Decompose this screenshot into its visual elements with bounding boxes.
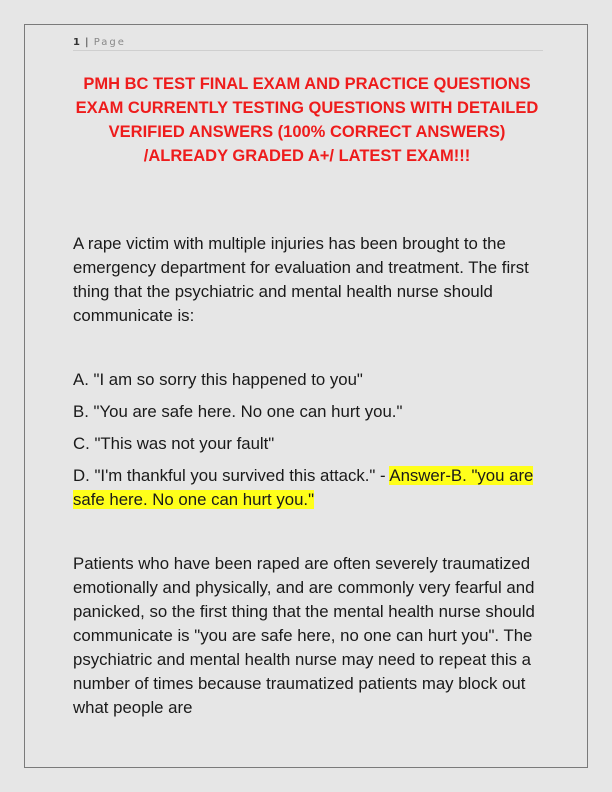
correct-answer-highlight: Answer-B. "you are safe here. No one can hurt you." bbox=[73, 466, 534, 509]
option-c: C. "This was not your fault" bbox=[73, 434, 275, 453]
header-separator: | bbox=[85, 37, 89, 48]
answer-options bbox=[73, 368, 545, 520]
option-a: A. "I am so sorry this happened to you" bbox=[73, 370, 363, 389]
page-number: 1 bbox=[73, 37, 80, 48]
question-text: A rape victim with multiple injuries has been brought to the emergency department for evaluation and treatment. The first thing that the psychiatric and mental health nurse should communicate is: bbox=[73, 234, 529, 325]
page-header bbox=[73, 37, 543, 51]
explanation-text: Patients who have been raped are often severely traumatized emotionally and physically, and are commonly very fearful and panicked, so the first thing that the mental health nurse should communicate is "you are safe here, no one can hurt you". The psychiatric and mental health nurse may need to repeat this a number of times because traumatized patients may block out what people are bbox=[73, 554, 535, 717]
page-label: Page bbox=[93, 37, 126, 48]
option-d-text: D. "I'm thankful you survived this attack." - bbox=[73, 466, 390, 485]
document-page bbox=[24, 24, 588, 768]
option-d bbox=[73, 464, 545, 512]
option-b: B. "You are safe here. No one can hurt you." bbox=[73, 402, 403, 421]
document-title: PMH BC TEST FINAL EXAM AND PRACTICE QUESTIONS EXAM CURRENTLY TESTING QUESTIONS WITH DETAILED VERIFIED ANSWERS (100% CORRECT ANSWERS) /ALREADY GRADED A+/ LATEST EXAM!!! bbox=[75, 75, 539, 165]
